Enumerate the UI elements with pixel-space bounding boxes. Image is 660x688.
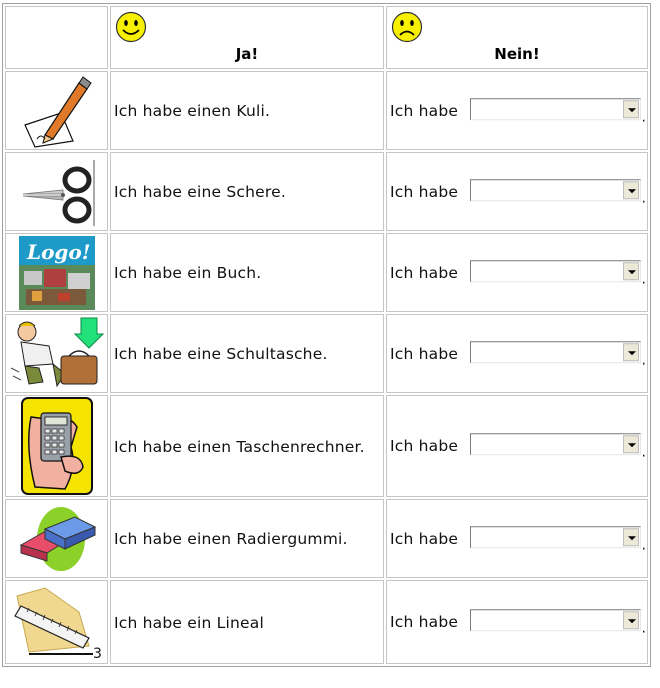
nein-cell [386, 395, 648, 497]
answer-dropdown[interactable] [470, 609, 641, 631]
ja-heading: Ja! [235, 45, 259, 63]
happy-smiley-icon [115, 11, 147, 43]
sad-smiley-icon [391, 11, 423, 43]
ruler-icon [9, 582, 105, 662]
image-cell [5, 499, 108, 578]
ja-sentence: Ich habe einen Radiergummi. [114, 530, 348, 548]
chevron-down-icon[interactable] [623, 435, 639, 453]
nein-prefix: Ich habe [390, 182, 459, 201]
sentence-period: . [641, 536, 646, 553]
nein-cell [386, 71, 648, 150]
table-row [5, 71, 648, 150]
table-row [5, 152, 648, 231]
nein-prefix: Ich habe [390, 263, 459, 282]
chevron-down-icon[interactable] [623, 181, 639, 199]
image-cell [5, 152, 108, 231]
header-empty-cell [5, 6, 108, 69]
ja-sentence: Ich habe einen Taschenrechner. [114, 437, 365, 456]
ja-sentence: Ich habe einen Kuli. [114, 102, 271, 120]
ja-sentence: Ich habe ein Lineal [114, 613, 264, 632]
ja-cell [110, 71, 384, 150]
ja-cell [110, 233, 384, 312]
header-nein-cell [386, 6, 648, 69]
nein-cell [386, 314, 648, 393]
answer-dropdown[interactable] [470, 526, 641, 548]
vocabulary-table [2, 3, 651, 667]
image-cell [5, 314, 108, 393]
answer-dropdown[interactable] [470, 98, 641, 120]
nein-prefix: Ich habe [390, 101, 459, 120]
image-cell [5, 580, 108, 664]
schoolbag-icon [9, 316, 105, 392]
ja-sentence: Ich habe ein Buch. [114, 264, 262, 282]
ja-cell [110, 152, 384, 231]
answer-dropdown[interactable] [470, 341, 641, 363]
chevron-down-icon[interactable] [623, 611, 639, 629]
nein-prefix: Ich habe [390, 613, 459, 631]
table-row [5, 499, 648, 578]
nein-prefix: Ich habe [390, 529, 459, 548]
image-cell [5, 233, 108, 312]
ja-cell [110, 395, 384, 497]
image-cell [5, 395, 108, 497]
ja-cell [110, 499, 384, 578]
nein-cell [386, 233, 648, 312]
scissors-icon [19, 154, 95, 230]
sentence-period: . [641, 270, 646, 287]
header-row [5, 6, 648, 69]
nein-cell [386, 499, 648, 578]
header-ja-cell [110, 6, 384, 69]
nein-cell [386, 152, 648, 231]
ja-cell [110, 314, 384, 393]
table-row [5, 233, 648, 312]
nein-prefix: Ich habe [390, 344, 459, 363]
nein-heading: Nein! [494, 45, 540, 63]
answer-dropdown[interactable] [470, 433, 641, 455]
answer-dropdown[interactable] [470, 179, 641, 201]
sentence-period: . [641, 620, 646, 637]
ja-sentence: Ich habe eine Schere. [114, 183, 287, 201]
ja-cell [110, 580, 384, 664]
table-row [5, 580, 648, 664]
calculator-icon [21, 397, 93, 495]
sentence-period: . [641, 444, 646, 461]
pen-icon [21, 73, 93, 149]
image-cell [5, 71, 108, 150]
eraser-icon [17, 503, 97, 575]
sentence-period: . [641, 351, 646, 368]
sentence-period: . [641, 189, 646, 206]
book-title: Logo! [26, 239, 91, 264]
nein-prefix: Ich habe [390, 437, 459, 455]
answer-dropdown[interactable] [470, 260, 641, 282]
nein-cell [386, 580, 648, 664]
ja-sentence: Ich habe eine Schultasche. [114, 345, 328, 363]
ruler-number: 3 [92, 646, 102, 662]
chevron-down-icon[interactable] [623, 343, 639, 361]
sentence-period: . [641, 108, 646, 125]
chevron-down-icon[interactable] [623, 262, 639, 280]
chevron-down-icon[interactable] [623, 100, 639, 118]
chevron-down-icon[interactable] [623, 528, 639, 546]
book-icon [18, 235, 96, 311]
table-row [5, 314, 648, 393]
table-row [5, 395, 648, 497]
